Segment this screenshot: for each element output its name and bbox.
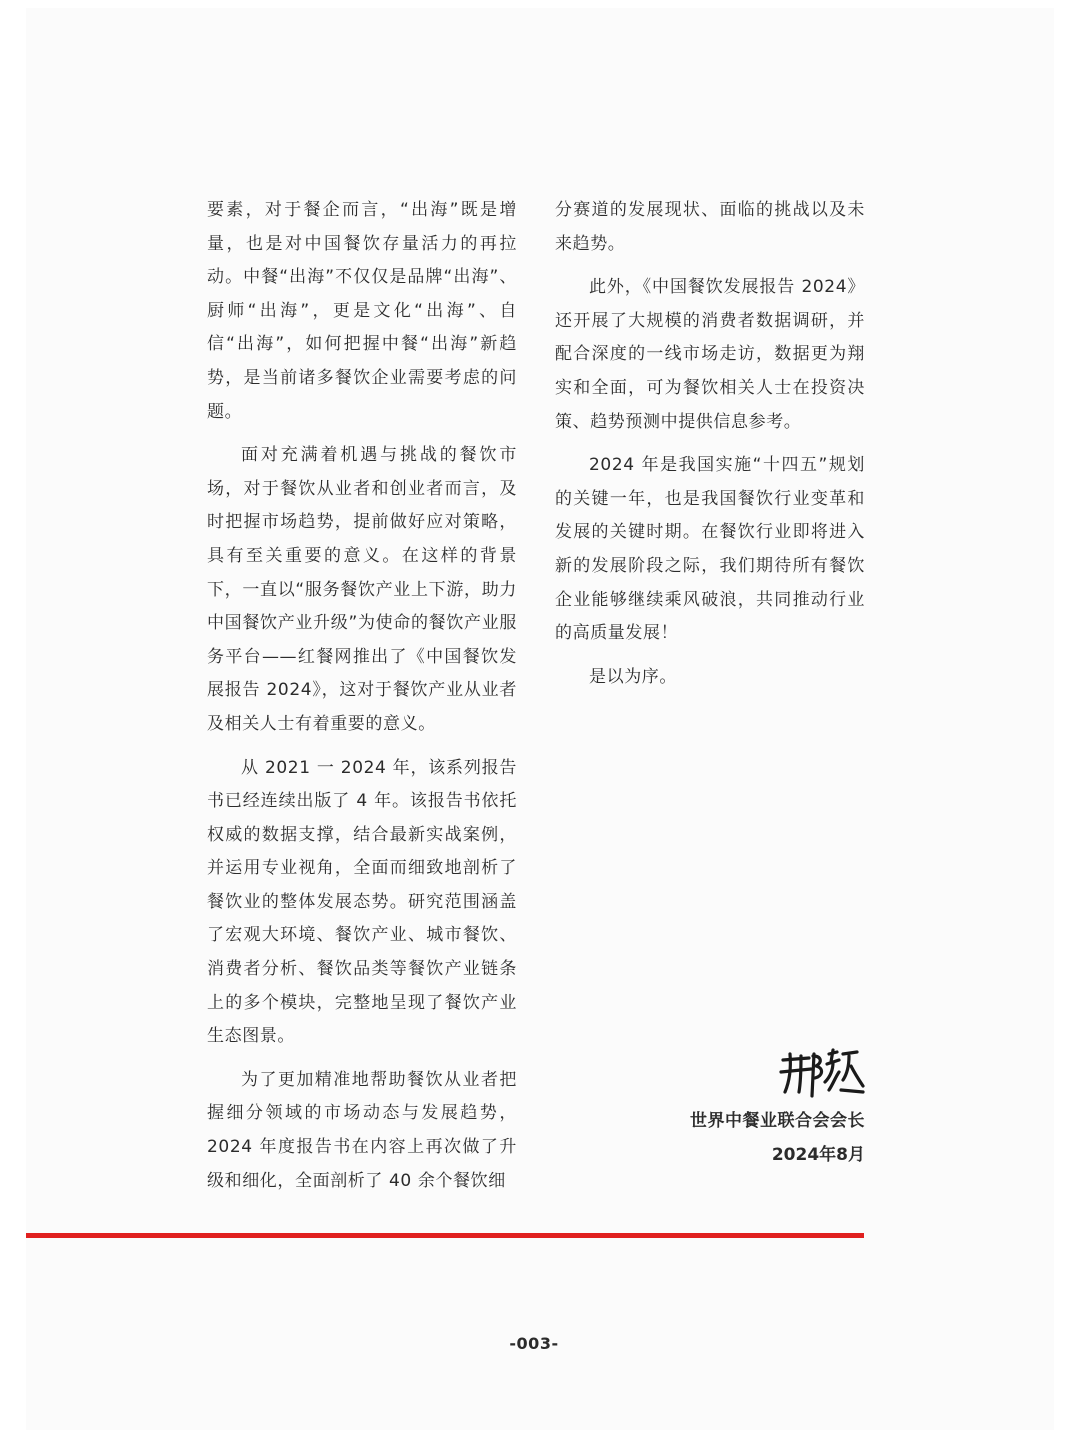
paragraph: 面对充满着机遇与挑战的餐饮市场，对于餐饮从业者和创业者而言，及时把握市场趋势，提前做好应对策略，具有至关重要的意义。在这样的背景下，一直以“服务餐饮产业上下游，助力中国餐饮产业升级”为使命的餐饮产业服务平台——红餐网推出了《中国餐饮发展报告 2024》，这对于餐饮产业从业者及相关人士有着重要的意义。 [207, 445, 517, 734]
page-number: -003- [509, 1334, 559, 1353]
signatory-title: 世界中餐业联合会会长 [690, 1111, 865, 1131]
signature-icon [779, 1048, 865, 1098]
paragraph: 要素，对于餐企而言，“出海”既是增量，也是对中国餐饮存量活力的再拉动。中餐“出海”不仅仅是品牌“出海”、厨师“出海”，更是文化“出海”、自信“出海”，如何把握中餐“出海”新趋势，是当前诸多餐饮企业需要考虑的问题。 [207, 200, 517, 422]
paragraph: 2024 年是我国实施“十四五”规划的关键一年，也是我国餐饮行业变革和发展的关键时期。在餐饮行业即将进入新的发展阶段之际，我们期待所有餐饮企业能够继续乘风破浪，共同推动行业的高质量发展！ [555, 455, 865, 644]
signature-block [640, 1048, 865, 1173]
right-text-column [555, 194, 865, 704]
paragraph: 从 2021 一 2024 年，该系列报告书已经连续出版了 4 年。该报告书依托权威的数据支撑，结合最新实战案例，并运用专业视角，全面而细致地剖析了餐饮业的整体发展态势。研究范围涵盖了宏观大环境、餐饮产业、城市餐饮、消费者分析、餐饮品类等餐饮产业链条上的多个模块，完整地呈现了餐饮产业生态图景。 [207, 757, 517, 1047]
paragraph: 分赛道的发展现状、面临的挑战以及未来趋势。 [555, 200, 865, 254]
paragraph: 是以为序。 [589, 666, 677, 687]
left-text-column [207, 194, 517, 1208]
page-sheet [26, 8, 1054, 1430]
paragraph: 为了更加精准地帮助餐饮从业者把握细分领域的市场动态与发展趋势，2024 年度报告书在内容上再次做了升级和细化，全面剖析了 40 余个餐饮细 [207, 1069, 517, 1191]
signature-date: 2024年8月 [771, 1145, 865, 1165]
red-divider-rule [26, 1233, 864, 1238]
paragraph: 此外，《中国餐饮发展报告 2024》还开展了大规模的消费者数据调研，并配合深度的一线市场走访，数据更为翔实和全面，可为餐饮相关人士在投资决策、趋势预测中提供信息参考。 [555, 277, 865, 432]
